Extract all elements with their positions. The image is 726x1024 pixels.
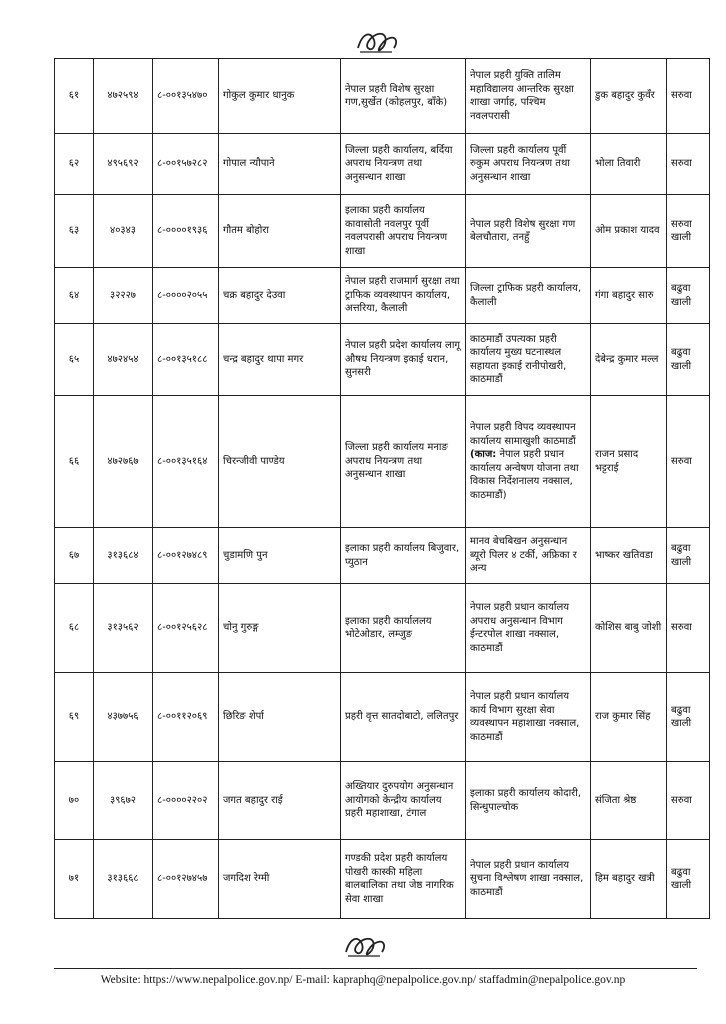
name-cell: चन्द्र बहादुर थापा मगर	[219, 324, 341, 396]
serial-number-cell: ७०	[55, 762, 94, 840]
footer-prefix: Website:	[100, 974, 144, 986]
replacement-cell: हिम बहादुर खत्री	[591, 840, 667, 919]
table-row	[55, 528, 710, 584]
table-row	[55, 59, 710, 134]
new-office-cell: इलाका प्रहरी कार्यालय कोदारी, सिन्धुपाल्चोक	[466, 762, 591, 840]
personnel-id-cell: ३९६७२	[94, 762, 153, 840]
table-row	[55, 762, 710, 840]
new-office-cell: नेपाल प्रहरी विपद व्यवस्थापन कार्यालय सामाखुशी काठमाडौं (काज: नेपाल प्रहरी प्रधान कार्यालय अन्वेषण योजना तथा विकास निर्देशनालय नक्साल, काठमाडौं)	[466, 396, 591, 528]
code-cell: ८-००१२७४५७	[153, 840, 219, 919]
name-cell: जगदिश रेग्मी	[219, 840, 341, 919]
name-cell: चोनु गुरुङ्ग	[219, 584, 341, 673]
code-cell: ८-००००२२०२	[153, 762, 219, 840]
current-office-cell: गण्डकी प्रदेश प्रहरी कार्यालय पोखरी कास्की महिला बालबालिका तथा जेष्ठ नागरिक सेवा शाखा	[341, 840, 466, 919]
replacement-cell: कोशिस बाबु जोशी	[591, 584, 667, 673]
personnel-id-cell: ४७२४५४	[94, 324, 153, 396]
serial-number-cell: ७१	[55, 840, 94, 919]
footer-email-link-2[interactable]: staffadmin@nepalpolice.gov.np	[478, 974, 626, 986]
serial-number-cell: ६५	[55, 324, 94, 396]
current-office-cell: जिल्ला प्रहरी कार्यालय, बर्दिया अपराध नियन्त्रण तथा अनुसन्धान शाखा	[341, 134, 466, 195]
initials-signature-bottom	[340, 932, 390, 960]
replacement-cell: ओम प्रकाश यादव	[591, 195, 667, 268]
status-cell: बढुवा खाली	[667, 528, 710, 584]
code-cell: ८-००१२५६२८	[153, 584, 219, 673]
footer	[0, 974, 726, 986]
name-cell: छिरिङ शेर्पा	[219, 673, 341, 762]
status-cell: सरुवा	[667, 134, 710, 195]
personnel-id-cell: ४७२५९४	[94, 59, 153, 134]
serial-number-cell: ६४	[55, 268, 94, 324]
table-row	[55, 840, 710, 919]
current-office-cell: अख्तियार दुरुपयोग अनुसन्धान आयोगको केन्द्रीय कार्यालय प्रहरी महाशाखा, टंगाल	[341, 762, 466, 840]
table-row	[55, 134, 710, 195]
new-office-cell: जिल्ला ट्राफिक प्रहरी कार्यालय, कैलाली	[466, 268, 591, 324]
new-office-cell: नेपाल प्रहरी प्रधान कार्यालय कार्य विभाग सुरक्षा सेवा व्यवस्थापन महाशाखा नक्साल, काठमाडौं	[466, 673, 591, 762]
replacement-cell: देबेन्द्र कुमार मल्ल	[591, 324, 667, 396]
new-office-cell: नेपाल प्रहरी विशेष सुरक्षा गण बेलचौतारा, तनहुँ	[466, 195, 591, 268]
code-cell: ८-००१३५१६४	[153, 396, 219, 528]
name-cell: जगत बहादुर राई	[219, 762, 341, 840]
status-cell: सरुवा	[667, 762, 710, 840]
footer-mid: E-mail:	[292, 974, 333, 986]
new-office-cell: काठमाडौं उपत्यका प्रहरी कार्यालय मुख्य घटनास्थल सहायता इकाई रानीपोखरी, काठमाडौं	[466, 324, 591, 396]
personnel-id-cell: ४०३४३	[94, 195, 153, 268]
current-office-cell: इलाका प्रहरी कार्यालय बिजुवार, प्युठान	[341, 528, 466, 584]
current-office-cell: नेपाल प्रहरी प्रदेश कार्यालय लागू औषध नियन्त्रण इकाई धरान, सुनसरी	[341, 324, 466, 396]
current-office-cell: जिल्ला प्रहरी कार्यालय मनाङ अपराध नियन्त्रण तथा अनुसन्धान शाखा	[341, 396, 466, 528]
serial-number-cell: ६८	[55, 584, 94, 673]
status-cell: सरुवा	[667, 59, 710, 134]
personnel-id-cell: ४९५६९२	[94, 134, 153, 195]
new-office-cell: नेपाल प्रहरी युक्ति तालिम महाविद्यालय आन्तरिक सुरक्षा शाखा जर्गाह, पश्चिम नवलपरासी	[466, 59, 591, 134]
replacement-cell: भाष्कर खतिवडा	[591, 528, 667, 584]
personnel-id-cell: ३१३५६२	[94, 584, 153, 673]
table-row	[55, 195, 710, 268]
status-cell: सरुवा	[667, 584, 710, 673]
status-cell: सरुवा	[667, 396, 710, 528]
personnel-id-cell: ४७२७६७	[94, 396, 153, 528]
new-office-cell: जिल्ला प्रहरी कार्यालय पूर्वी रुकुम अपराध नियन्त्रण तथा अनुसन्धान शाखा	[466, 134, 591, 195]
status-cell: बढुवा खाली	[667, 673, 710, 762]
replacement-cell: भोला तिवारी	[591, 134, 667, 195]
new-office-cell: नेपाल प्रहरी प्रधान कार्यालय सुचना विश्लेषण शाखा नक्साल, काठमाडौं	[466, 840, 591, 919]
serial-number-cell: ६३	[55, 195, 94, 268]
status-cell: सरुवा खाली	[667, 195, 710, 268]
current-office-cell: नेपाल प्रहरी विशेष सुरक्षा गण,सुर्खेत (कोहलपुर, बाँके)	[341, 59, 466, 134]
initials-signature-top	[352, 26, 402, 56]
footer-email-link-1[interactable]: kapraphq@nepalpolice.gov.np	[332, 974, 473, 986]
table-row	[55, 673, 710, 762]
new-office-cell: नेपाल प्रहरी प्रधान कार्यालय अपराध अनुसन्धान विभाग ईन्टरपोल शाखा नक्साल, काठमाडौं	[466, 584, 591, 673]
name-cell: गोपाल न्यौपाने	[219, 134, 341, 195]
code-cell: ८-००००२०५५	[153, 268, 219, 324]
table-row	[55, 396, 710, 528]
current-office-cell: इलाका प्रहरी कार्याललय भोटेओडार, लम्जुङ	[341, 584, 466, 673]
serial-number-cell: ६१	[55, 59, 94, 134]
footer-divider	[54, 968, 697, 969]
status-cell: बढुवा खाली	[667, 324, 710, 396]
footer-website-link[interactable]: https://www.nepalpolice.gov.np/	[143, 974, 293, 986]
current-office-cell: प्रहरी वृत्त सातदोबाटो, ललितपुर	[341, 673, 466, 762]
replacement-cell: डुक बहादुर कुवँर	[591, 59, 667, 134]
code-cell: ८-००१३५४७०	[153, 59, 219, 134]
code-cell: ८-००१५७२८२	[153, 134, 219, 195]
new-office-cell: मानव बेचबिखन अनुसन्धान ब्यूरो पिलर ४ टर्की, अफ्रिका र अन्य	[466, 528, 591, 584]
replacement-cell: गंगा बहादुर सारु	[591, 268, 667, 324]
replacement-cell: संजिता श्रेष्ठ	[591, 762, 667, 840]
table-row	[55, 584, 710, 673]
personnel-id-cell: ४३७७५६	[94, 673, 153, 762]
code-cell: ८-००००१९३६	[153, 195, 219, 268]
code-cell: ८-००११२०६९	[153, 673, 219, 762]
current-office-cell: नेपाल प्रहरी राजमार्ग सुरक्षा तथा ट्राफिक व्यवस्थापन कार्यालय, अत्तरिया, कैलाली	[341, 268, 466, 324]
personnel-id-cell: ३१३६६८	[94, 840, 153, 919]
code-cell: ८-००१३५१८८	[153, 324, 219, 396]
name-cell: गोकुल कुमार धानुक	[219, 59, 341, 134]
table-row	[55, 324, 710, 396]
serial-number-cell: ६९	[55, 673, 94, 762]
status-cell: बढुवा खाली	[667, 268, 710, 324]
status-cell: बढुवा खाली	[667, 840, 710, 919]
name-cell: चुडामणि पुन	[219, 528, 341, 584]
replacement-cell: राजन प्रसाद भट्टराई	[591, 396, 667, 528]
name-cell: चक्र बहादुर देउवा	[219, 268, 341, 324]
code-cell: ८-००१२७४८९	[153, 528, 219, 584]
serial-number-cell: ६२	[55, 134, 94, 195]
serial-number-cell: ६७	[55, 528, 94, 584]
name-cell: गौतम बोहोरा	[219, 195, 341, 268]
serial-number-cell: ६६	[55, 396, 94, 528]
replacement-cell: राज कुमार सिंह	[591, 673, 667, 762]
transfer-table	[54, 58, 710, 919]
name-cell: चिरन्जीवी पाण्डेय	[219, 396, 341, 528]
table-row	[55, 268, 710, 324]
current-office-cell: इलाका प्रहरी कार्यालय कावासोती नवलपुर पूर्वी नवलपरासी अपराध नियन्त्रण शाखा	[341, 195, 466, 268]
personnel-id-cell: ३१३६८४	[94, 528, 153, 584]
footer-sep: /	[472, 974, 479, 986]
personnel-id-cell: ३२२२७	[94, 268, 153, 324]
